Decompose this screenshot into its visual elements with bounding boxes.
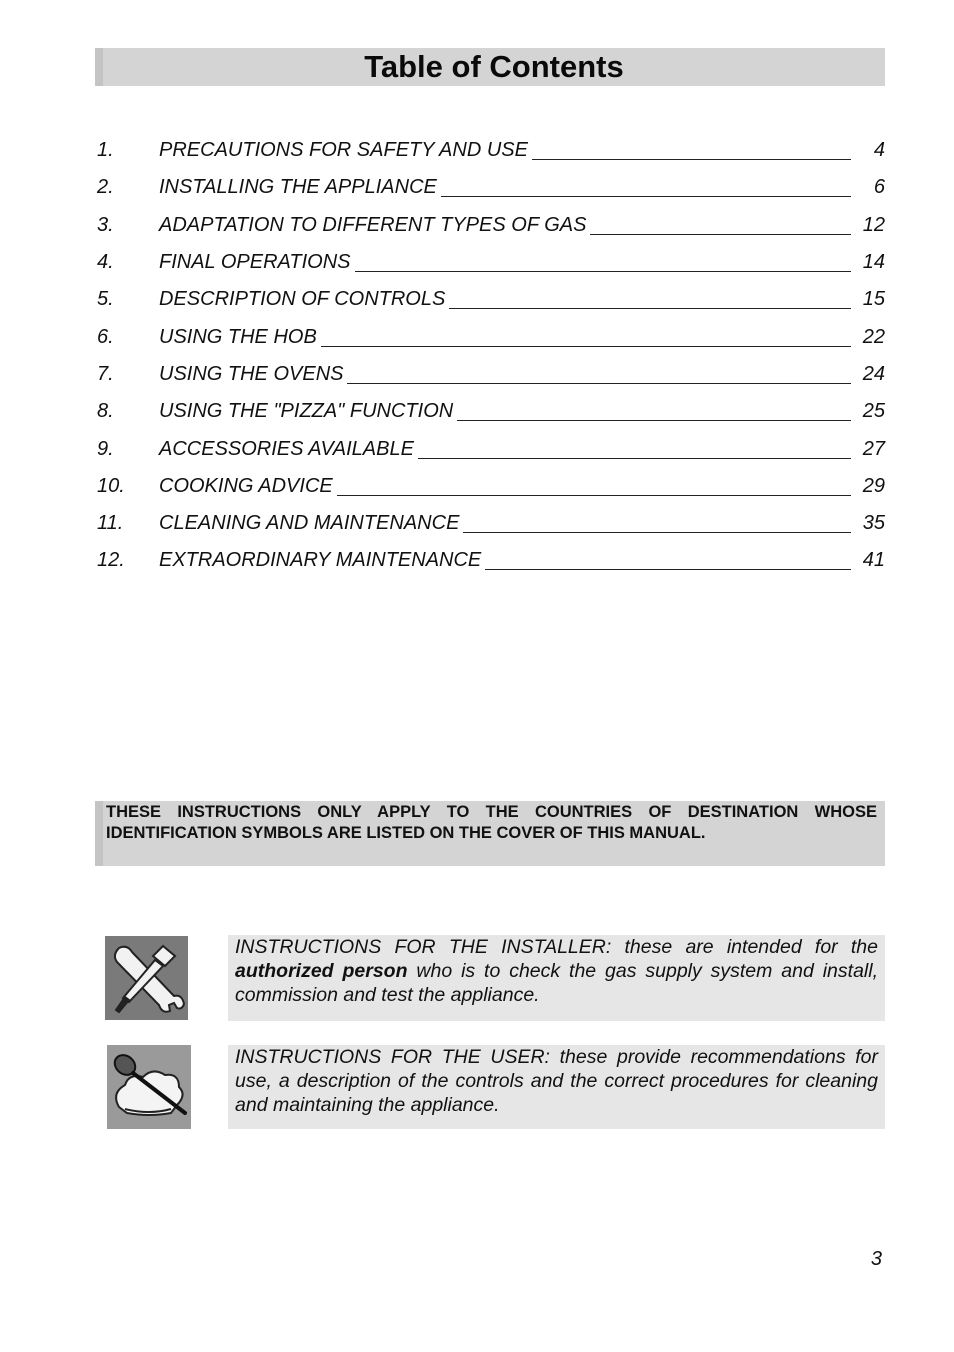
toc-entry-page: 29 xyxy=(862,474,885,497)
toc-entry[interactable] xyxy=(97,542,885,579)
toc-leader-line xyxy=(485,569,851,570)
toc-leader-line xyxy=(449,308,851,309)
toc-entry[interactable] xyxy=(97,468,885,505)
toc-entry[interactable] xyxy=(97,132,885,169)
toc-entry-page: 15 xyxy=(862,288,885,311)
destination-notice xyxy=(95,801,885,866)
toc-entry-title: USING THE OVENS xyxy=(159,362,344,385)
toc-entry-title: FINAL OPERATIONS xyxy=(159,251,351,274)
installer-text-end: who is to check the gas supply system and install, commission and test the appliance. xyxy=(235,960,878,1006)
toc-entry-number: 3. xyxy=(97,213,114,236)
toc-entry[interactable] xyxy=(97,430,885,467)
toc-leader-line xyxy=(441,196,851,197)
toc-entry-page: 35 xyxy=(862,512,885,535)
toc-leader-line xyxy=(590,234,851,235)
page-number: 3 xyxy=(870,1248,882,1270)
notice-text: THESE INSTRUCTIONS ONLY APPLY TO THE COUNTRIES OF DESTINATION WHOSE IDENTIFICATION SYMBOLS ARE LISTED ON THE COVER OF THIS MANUAL. xyxy=(106,803,877,842)
toc-entry-title: ADAPTATION TO DIFFERENT TYPES OF GAS xyxy=(159,213,587,236)
installer-instructions xyxy=(228,935,885,1021)
page-title: Table of Contents xyxy=(364,49,624,84)
toc-entry-page: 24 xyxy=(862,362,885,385)
user-text: INSTRUCTIONS FOR THE USER: these provide recommendations for use, a description of the controls and the correct procedures for cleaning and maintaining the appliance. xyxy=(235,1046,878,1116)
toc-entry-title: USING THE HOB xyxy=(159,325,317,348)
toc-entry-number: 2. xyxy=(97,176,114,199)
toc-leader-line xyxy=(321,346,851,347)
toc-entry[interactable] xyxy=(97,505,885,542)
toc-entry-page: 12 xyxy=(862,213,885,236)
toc-entry-number: 8. xyxy=(97,400,114,423)
user-instructions xyxy=(228,1045,885,1129)
toc-leader-line xyxy=(532,159,851,160)
toc-entry-page: 14 xyxy=(862,251,885,274)
installer-text xyxy=(235,935,878,1007)
toc-entry-number: 9. xyxy=(97,437,114,460)
toc-entry[interactable] xyxy=(97,318,885,355)
toc-entry-title: ACCESSORIES AVAILABLE xyxy=(159,437,414,460)
tools-icon xyxy=(105,936,188,1020)
title-bar xyxy=(95,48,885,86)
toc-entry-number: 4. xyxy=(97,251,114,274)
toc-entry-page: 25 xyxy=(862,400,885,423)
toc-leader-line xyxy=(463,532,851,533)
toc-leader-line xyxy=(355,271,851,272)
installer-text-start: INSTRUCTIONS FOR THE INSTALLER: these are intended for the xyxy=(235,936,878,958)
toc-entry-page: 22 xyxy=(862,325,885,348)
toc-leader-line xyxy=(418,458,851,459)
toc-entry-number: 5. xyxy=(97,288,114,311)
toc-entry-title: PRECAUTIONS FOR SAFETY AND USE xyxy=(159,139,528,162)
toc-entry-page: 41 xyxy=(862,549,885,572)
toc-entry[interactable] xyxy=(97,393,885,430)
toc-entry-number: 1. xyxy=(97,139,114,162)
toc-entry[interactable] xyxy=(97,244,885,281)
toc-entry-page: 6 xyxy=(873,176,885,199)
installer-bold-text: authorized person xyxy=(235,960,408,982)
toc-entry-number: 6. xyxy=(97,325,114,348)
toc-entry-page: 4 xyxy=(873,139,885,162)
table-of-contents xyxy=(97,132,885,580)
toc-entry[interactable] xyxy=(97,169,885,206)
toc-leader-line xyxy=(457,420,851,421)
toc-entry-title: USING THE "PIZZA" FUNCTION xyxy=(159,400,454,423)
toc-entry-title: INSTALLING THE APPLIANCE xyxy=(159,176,437,199)
chef-spoon-icon xyxy=(107,1045,191,1129)
toc-entry[interactable] xyxy=(97,281,885,318)
toc-entry-number: 12. xyxy=(97,549,125,572)
toc-entry-page: 27 xyxy=(862,437,885,460)
toc-entry-title: EXTRAORDINARY MAINTENANCE xyxy=(159,549,482,572)
toc-leader-line xyxy=(337,495,851,496)
toc-leader-line xyxy=(347,383,851,384)
toc-entry-title: CLEANING AND MAINTENANCE xyxy=(159,512,460,535)
toc-entry-number: 7. xyxy=(97,362,114,385)
toc-entry-number: 11. xyxy=(97,512,124,535)
toc-entry-title: DESCRIPTION OF CONTROLS xyxy=(159,288,446,311)
toc-entry-title: COOKING ADVICE xyxy=(159,474,333,497)
toc-entry[interactable] xyxy=(97,207,885,244)
toc-entry[interactable] xyxy=(97,356,885,393)
toc-entry-number: 10. xyxy=(97,474,125,497)
